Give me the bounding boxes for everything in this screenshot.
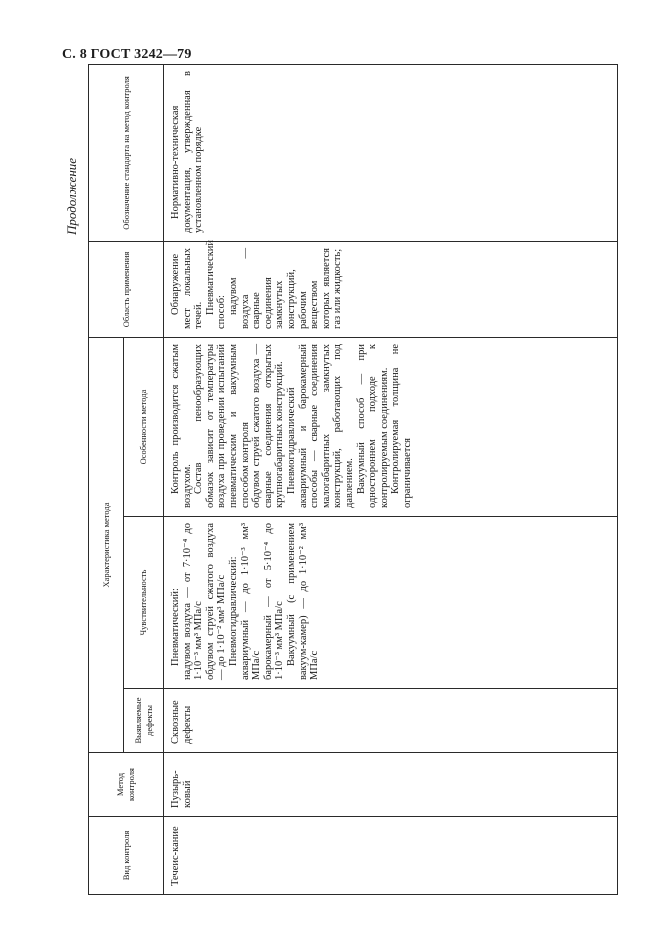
features-line: Вакуумный способ — при одностороннем подходе к контролируемым соединениям.: [355, 343, 390, 508]
kind-text: Течеис-кание: [170, 826, 181, 886]
header-method: Метод контроля: [89, 753, 164, 817]
header-characteristic: Характеристика метода: [89, 337, 124, 752]
header-application: Область применения: [89, 241, 164, 337]
application-line: надувом воздуха — сварные соединения замкнутых конструкций, рабочим веществом которых является газ или жидкость;: [227, 247, 344, 329]
defects-text: Сквозные дефекты: [170, 700, 193, 744]
cell-standard: [164, 64, 618, 241]
cell-application: [164, 241, 618, 337]
header-features: Особенности метода: [124, 337, 164, 516]
sensitivity-line: Пневматический:: [170, 588, 181, 666]
header-defects: Выявляемые дефекты: [124, 689, 164, 753]
features-line: Контролируемая толщина не ограничивается: [390, 343, 413, 508]
page-header: С. 8 ГОСТ 3242—79: [62, 47, 192, 62]
header-standard: Обозначение стандарта на метод контроля: [89, 64, 164, 241]
features-line: Пневмогидравлический аквариумный и барокамерный способы — сварные соединения малогабаритных замкнутых конструкций, работающих под давлением.: [285, 343, 355, 508]
application-line: Пневматический способ:: [204, 239, 228, 329]
sensitivity-line: Вакуумный (с применением вакуум-камер) — до 1·10⁻² мм³ МПа/с: [285, 523, 321, 680]
header-sensitivity: Чувствительность: [124, 517, 164, 689]
cell-method: [164, 753, 618, 817]
characteristics-table-frame: [88, 65, 618, 895]
cell-features: [164, 337, 618, 516]
features-line: Состав пенообразующих обмазок зависит от температуры воздуха при проведении испытаний пневматическим и вакуумным способом контроля: [193, 343, 251, 508]
sensitivity-line: аквариумный — до 1·10⁻³ мм³ МПа/с: [239, 523, 263, 680]
application-line: Обнаружение мест локальных течей.: [170, 247, 205, 329]
cell-sensitivity: [164, 517, 618, 689]
sensitivity-line: Пневмогидравлический:: [227, 556, 239, 666]
features-line: Контроль производится сжатым воздухом.: [170, 343, 193, 508]
sensitivity-line: барокамерный — от 5·10⁻⁴ до 1·10⁻³ мм³ МПа/с: [262, 523, 286, 680]
standard-text: Нормативно-техническая документация, утвержденная в установленном порядке: [170, 70, 205, 233]
features-line: обдувом струей сжатого воздуха — сварные соединения открытых крупногабаритных конструкций.: [251, 343, 286, 508]
characteristics-table: [88, 64, 618, 895]
sensitivity-line: надувом воздуха — от 7·10⁻⁴ до 1·10⁻³ мм³ МПа/с: [181, 523, 205, 680]
continuation-label: Продолжение: [64, 157, 79, 235]
method-text: Пузырь-ковый: [170, 770, 193, 808]
cell-kind: [164, 817, 618, 895]
header-kind: Вид контроля: [89, 817, 164, 895]
sensitivity-line: обдувом струей сжатого воздуха — до 1·10⁻² мм³ МПа/с: [204, 523, 228, 680]
cell-defects: [164, 689, 618, 753]
